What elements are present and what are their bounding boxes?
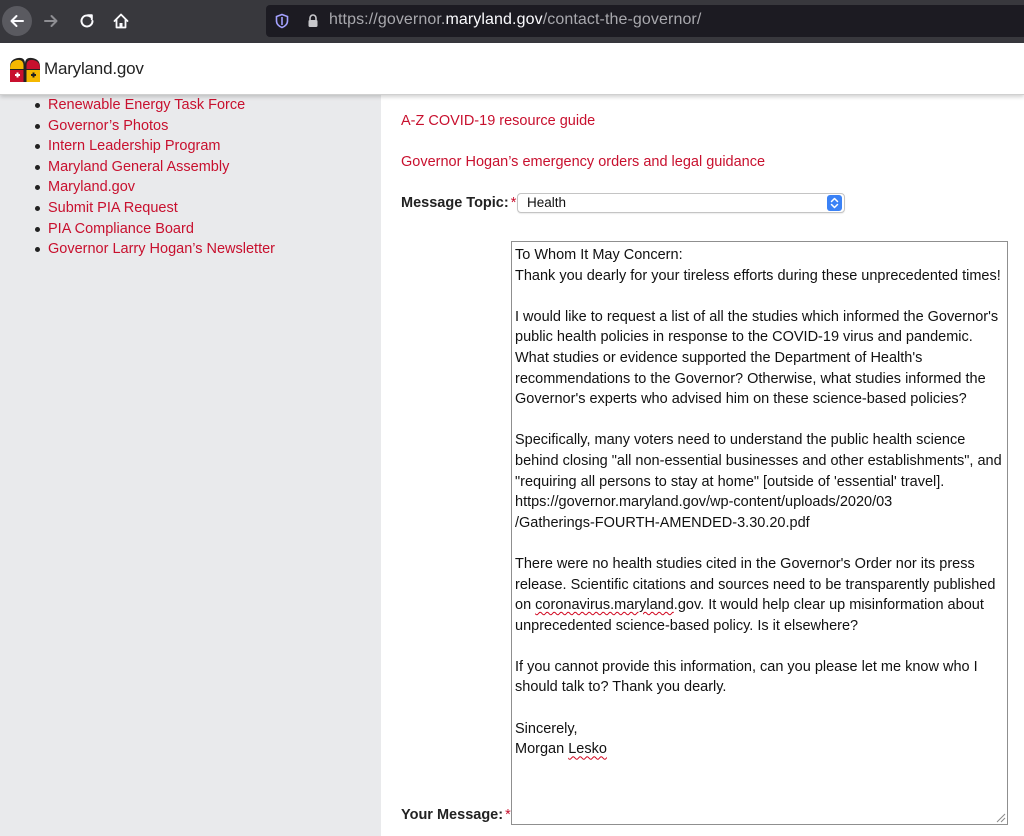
sidebar-item-newsletter[interactable]: Governor Larry Hogan’s Newsletter xyxy=(35,239,275,260)
signature-first-name: Morgan xyxy=(515,741,569,758)
message-paragraph-1: Thank you dearly for your tireless efforts during these unprecedented times! xyxy=(515,267,1001,284)
message-topic-value: Health xyxy=(527,195,567,210)
sidebar-item-renewable-energy-task-force[interactable]: Renewable Energy Task Force xyxy=(35,95,275,116)
url-path: /contact-the-governor/ xyxy=(542,11,702,28)
sidebar-item-pia-compliance-board[interactable]: PIA Compliance Board xyxy=(35,219,275,240)
maryland-flag-icon[interactable] xyxy=(7,55,43,82)
message-topic-select[interactable] xyxy=(517,193,845,213)
forward-button[interactable] xyxy=(36,6,66,36)
misspelled-word: coronavirus.maryland xyxy=(535,597,674,614)
misspelled-word: Lesko xyxy=(568,741,607,758)
required-marker: * xyxy=(505,807,511,823)
message-blank-line xyxy=(515,286,1007,307)
url-text[interactable] xyxy=(329,11,701,29)
your-message-label xyxy=(401,807,511,823)
message-order-url-line-2: /Gatherings-FOURTH-AMENDED-3.30.20.pdf xyxy=(515,514,810,531)
forward-arrow-icon xyxy=(42,12,60,30)
message-paragraph-4 xyxy=(515,554,1007,636)
your-message-label-text: Your Message: xyxy=(401,807,504,823)
message-textarea[interactable] xyxy=(511,241,1008,825)
site-name[interactable]: Maryland.gov xyxy=(44,59,144,78)
url-prefix: https://governor. xyxy=(329,11,446,28)
message-paragraph-3: Specifically, many voters need to understand the public health science behind closing "all non-essential businesses and other establishments", and "requiring all persons to stay at home" [outside of 'essential' travel]. xyxy=(515,432,1006,490)
resize-grip-icon[interactable] xyxy=(994,811,1006,823)
message-closing: Sincerely, xyxy=(515,720,578,737)
message-blank-line xyxy=(515,533,1007,554)
message-text xyxy=(515,245,1007,760)
sidebar-links xyxy=(35,95,275,260)
select-arrows-icon xyxy=(827,195,842,211)
home-button[interactable] xyxy=(106,6,136,36)
contact-form xyxy=(381,95,1024,836)
message-greeting: To Whom It May Concern: xyxy=(515,247,683,263)
back-arrow-icon xyxy=(8,12,26,30)
message-paragraph-4-start: There were no health studies cited in the Governor's Order nor its press release. Scientific citations and sources need to be transparently published on xyxy=(515,555,1000,614)
back-button[interactable] xyxy=(2,6,32,36)
message-domain-suffix: .gov xyxy=(673,597,701,614)
message-topic-label xyxy=(401,195,516,211)
message-blank-line xyxy=(515,698,1007,719)
sidebar-item-maryland-gov[interactable]: Maryland.gov xyxy=(35,177,275,198)
sidebar-item-maryland-general-assembly[interactable]: Maryland General Assembly xyxy=(35,157,275,178)
message-signature xyxy=(515,739,1007,760)
tracking-shield-icon[interactable] xyxy=(274,13,290,29)
message-paragraph-2: I would like to request a list of all the studies which informed the Governor's public health policies in response to the COVID-19 virus and pandemic. What studies or evidence supported the Department of Health's recommendations to the Governor? Otherwise, what studies informed the Governor's experts who advised him on these science-based policies? xyxy=(515,308,1003,408)
url-domain: maryland.gov xyxy=(445,11,543,28)
reload-icon xyxy=(78,12,96,30)
reload-button[interactable] xyxy=(72,6,102,36)
emergency-orders-link[interactable]: Governor Hogan’s emergency orders and legal guidance xyxy=(401,154,766,170)
site-header xyxy=(0,43,1024,95)
message-blank-line xyxy=(515,636,1007,657)
message-order-url-line-1: https://governor.maryland.gov/wp-content/uploads/2020/03 xyxy=(515,494,893,511)
covid-resource-guide-link[interactable]: A-Z COVID-19 resource guide xyxy=(401,113,596,129)
message-blank-line xyxy=(515,410,1007,431)
lock-icon[interactable] xyxy=(306,13,320,29)
message-topic-label-text: Message Topic: xyxy=(401,195,509,211)
sidebar-item-submit-pia-request[interactable]: Submit PIA Request xyxy=(35,198,275,219)
sidebar-item-governors-photos[interactable]: Governor’s Photos xyxy=(35,116,275,137)
browser-toolbar xyxy=(0,0,1024,43)
sidebar-item-intern-leadership-program[interactable]: Intern Leadership Program xyxy=(35,136,275,157)
url-bar[interactable] xyxy=(266,5,1024,37)
message-paragraph-4-end: . It would help clear up misinformation about unprecedented science-based policy. Is it elsewhere? xyxy=(515,597,988,634)
home-icon xyxy=(112,12,130,30)
sidebar xyxy=(0,95,381,836)
required-marker: * xyxy=(510,195,517,211)
message-paragraph-5: If you cannot provide this information, can you please let me know who I should talk to? Thank you dearly. xyxy=(515,658,982,696)
